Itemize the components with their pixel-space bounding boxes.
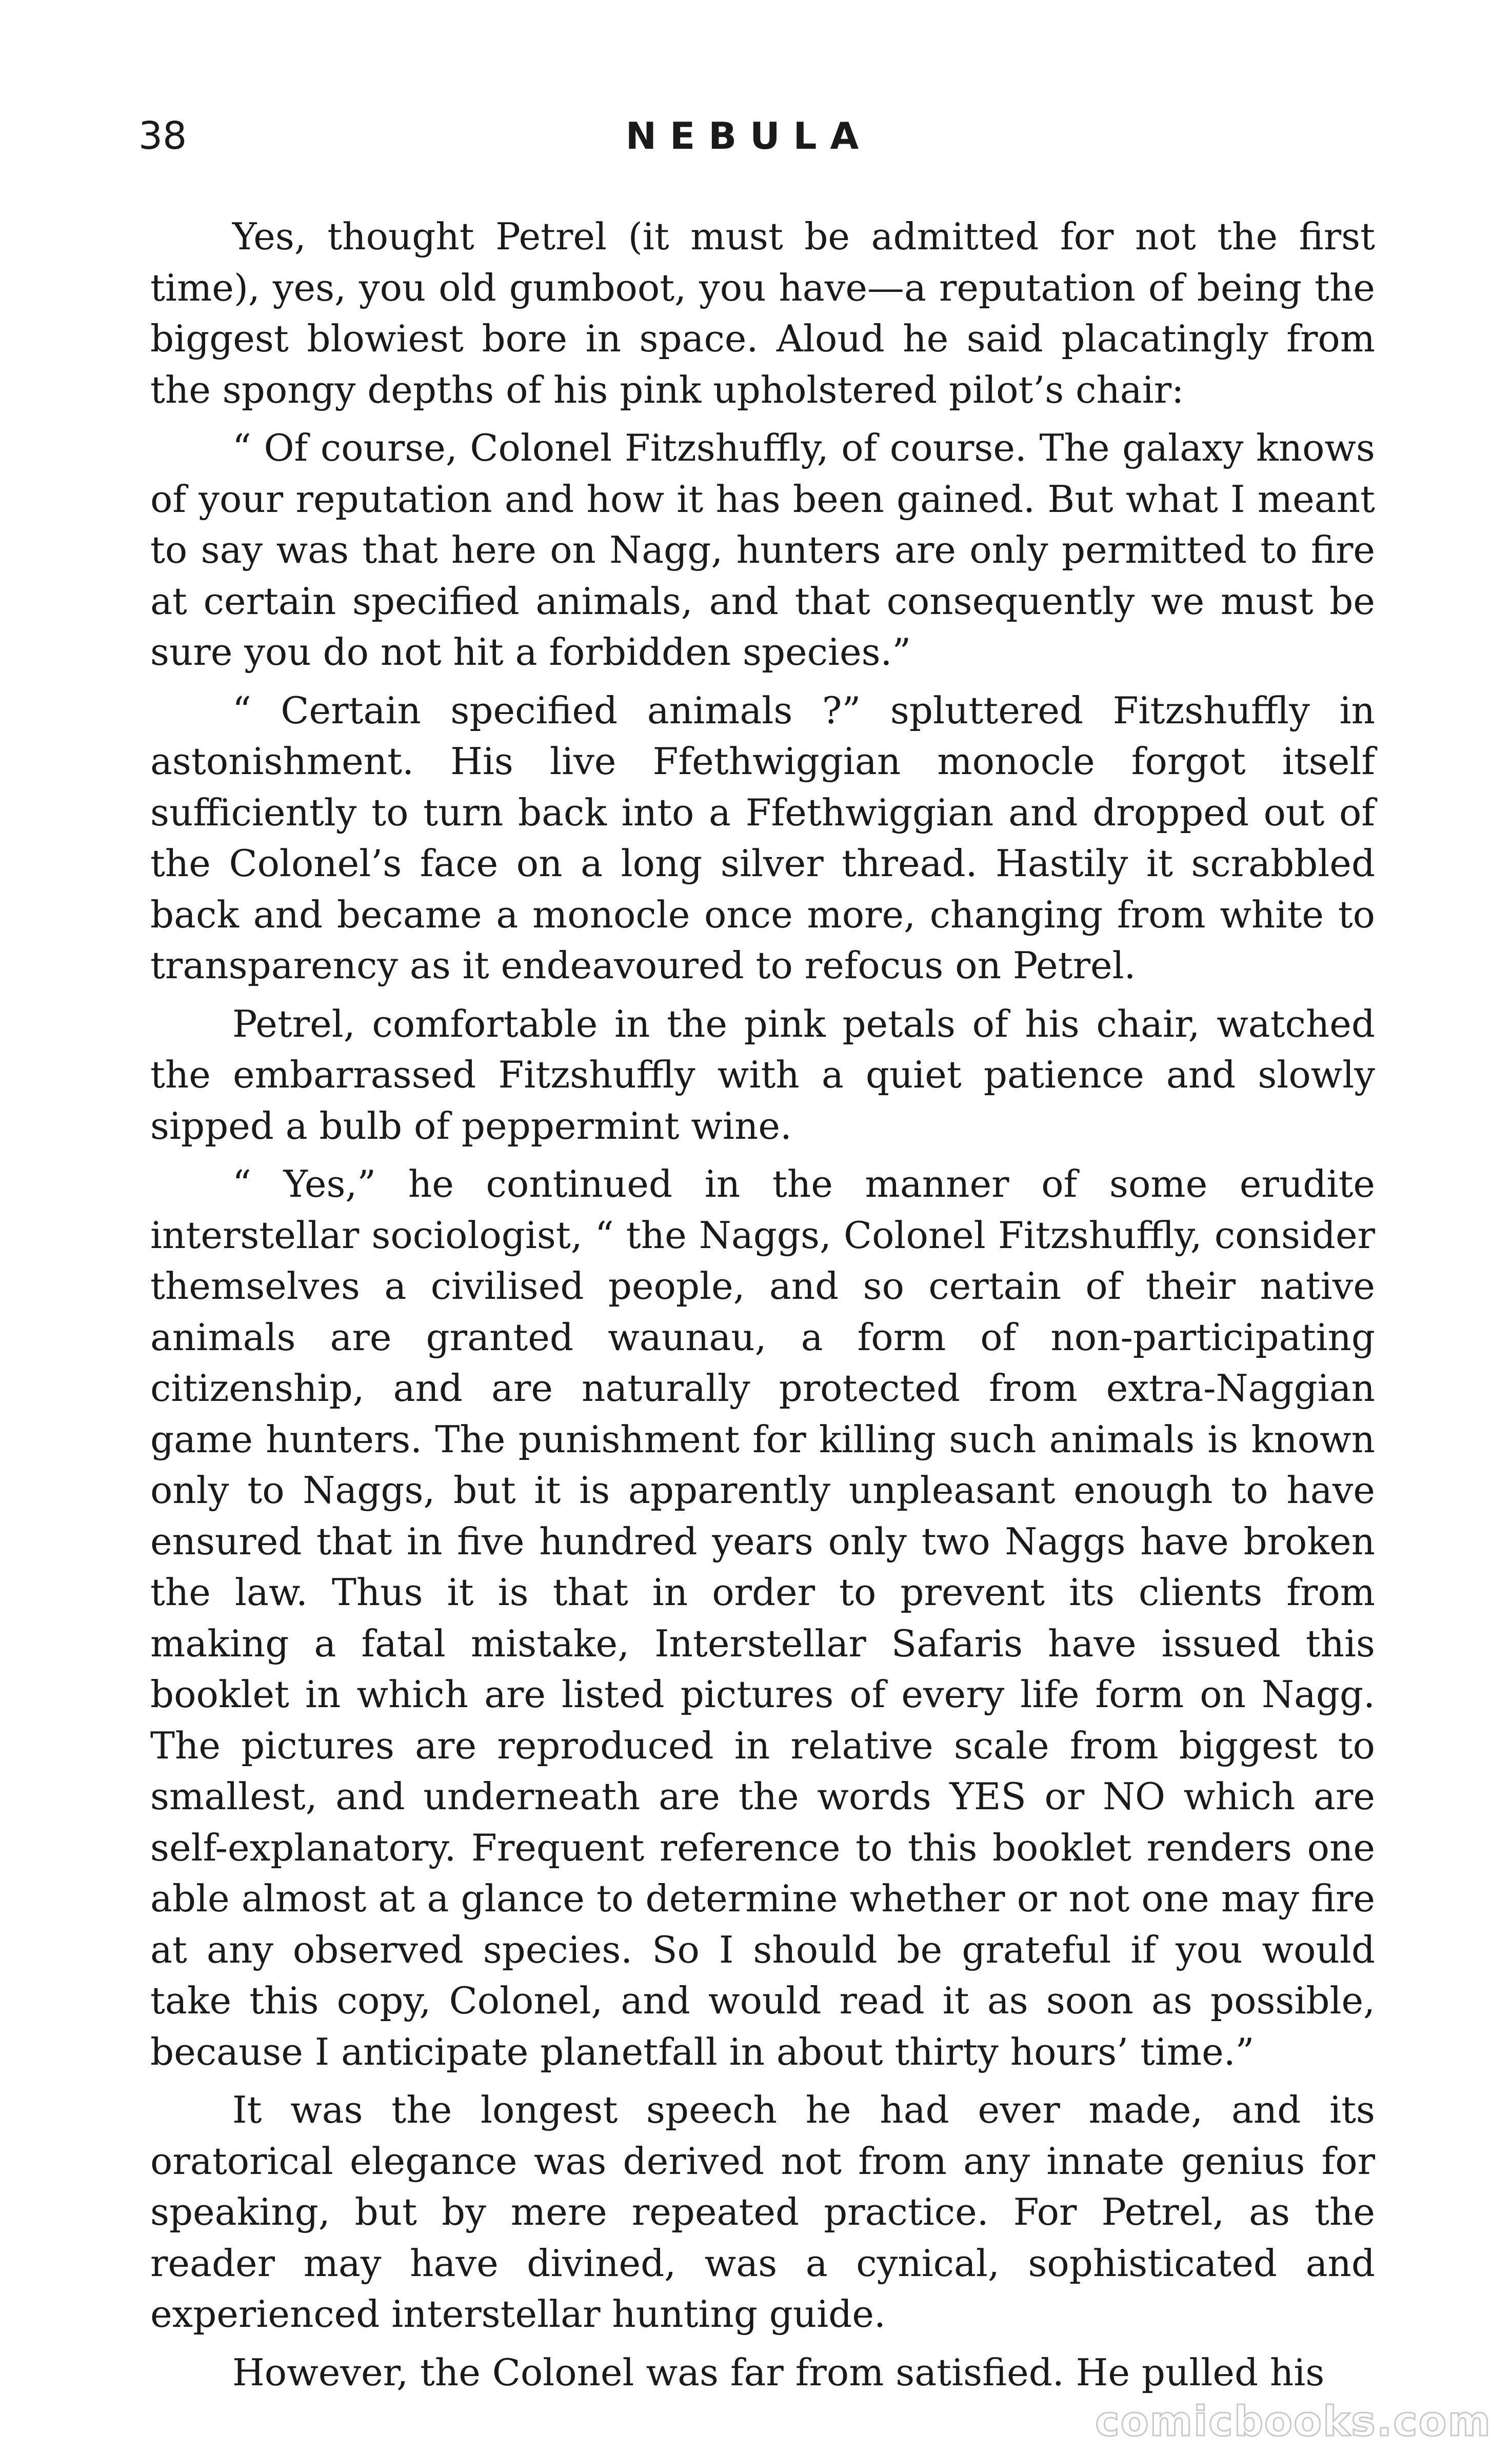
paragraph-7: However, the Colonel was far from satisfied. He pulled his [232, 2350, 1325, 2394]
paragraph-3: “ Certain specified animals ?” spluttered Fitzshuffly in astonishment. His live Ffethwiggian monocle forgot itself sufficiently to turn back into a Ffethwiggian and dropped out of the Colonel’s face on a long silver thread. Hastily it scrabbled back and became a monocle once more, changing from white to transparency as it endeavoured to refocus on Petrel. [150, 688, 1375, 987]
body-text [150, 211, 1375, 2398]
paragraph-1: Yes, thought Petrel (it must be admitted for not the first time), yes, you old gumboot, you have—a reputation of being the biggest blowiest bore in space. Aloud he said placatingly from the spongy depths of his pink upholstered pilot’s chair: [150, 215, 1375, 411]
paragraph-2: “ Of course, Colonel Fitzshuffly, of course. The galaxy knows of your reputation and how it has been gained. But what I meant to say was that here on Nagg, hunters are only permitted to fire at certain specified animals, and that consequently we must be sure you do not hit a forbidden species.” [150, 426, 1375, 674]
paragraph-4: Petrel, comfortable in the pink petals of his chair, watched the embarrassed Fitzshuffly with a quiet patience and slowly sipped a bulb of peppermint wine. [150, 1002, 1375, 1148]
paragraph-5: “ Yes,” he continued in the manner of some erudite interstellar sociologist, “ the Naggs, Colonel Fitzshuffly, consider themselves a civilised people, and so certain of their native animals are granted waunau, a form of non-participating citizenship, and are naturally protected from extra-Naggian game hunters. The punishment for killing such animals is known only to Naggs, but it is apparently unpleasant enough to have ensured that in five hundred years only two Naggs have broken the law. Thus it is that in order to prevent its clients from making a fatal mistake, Interstellar Safaris have issued this booklet in which are listed pictures of every life form on Nagg. The pictures are reproduced in relative scale from biggest to smallest, and underneath are the words YES or NO which are self-explanatory. Frequent reference to this booklet renders one able almost at a glance to determine whether or not one may fire at any observed species. So I should be grateful if you would take this copy, Colonel, and would read it as soon as possible, because I anticipate planetfall in about thirty hours’ time.” [150, 1162, 1375, 2073]
running-head [138, 110, 1359, 162]
paragraph-6: It was the longest speech he had ever made, and its oratorical elegance was derived not from any innate genius for speaking, but by mere repeated practice. For Petrel, as the reader may have divined, was a cynical, sophisticated and experienced interstellar hunting guide. [150, 2088, 1375, 2336]
site-watermark: comicbooks.com [1095, 2398, 1491, 2445]
running-title: NEBULA [625, 114, 872, 157]
page-number: 38 [138, 114, 187, 158]
